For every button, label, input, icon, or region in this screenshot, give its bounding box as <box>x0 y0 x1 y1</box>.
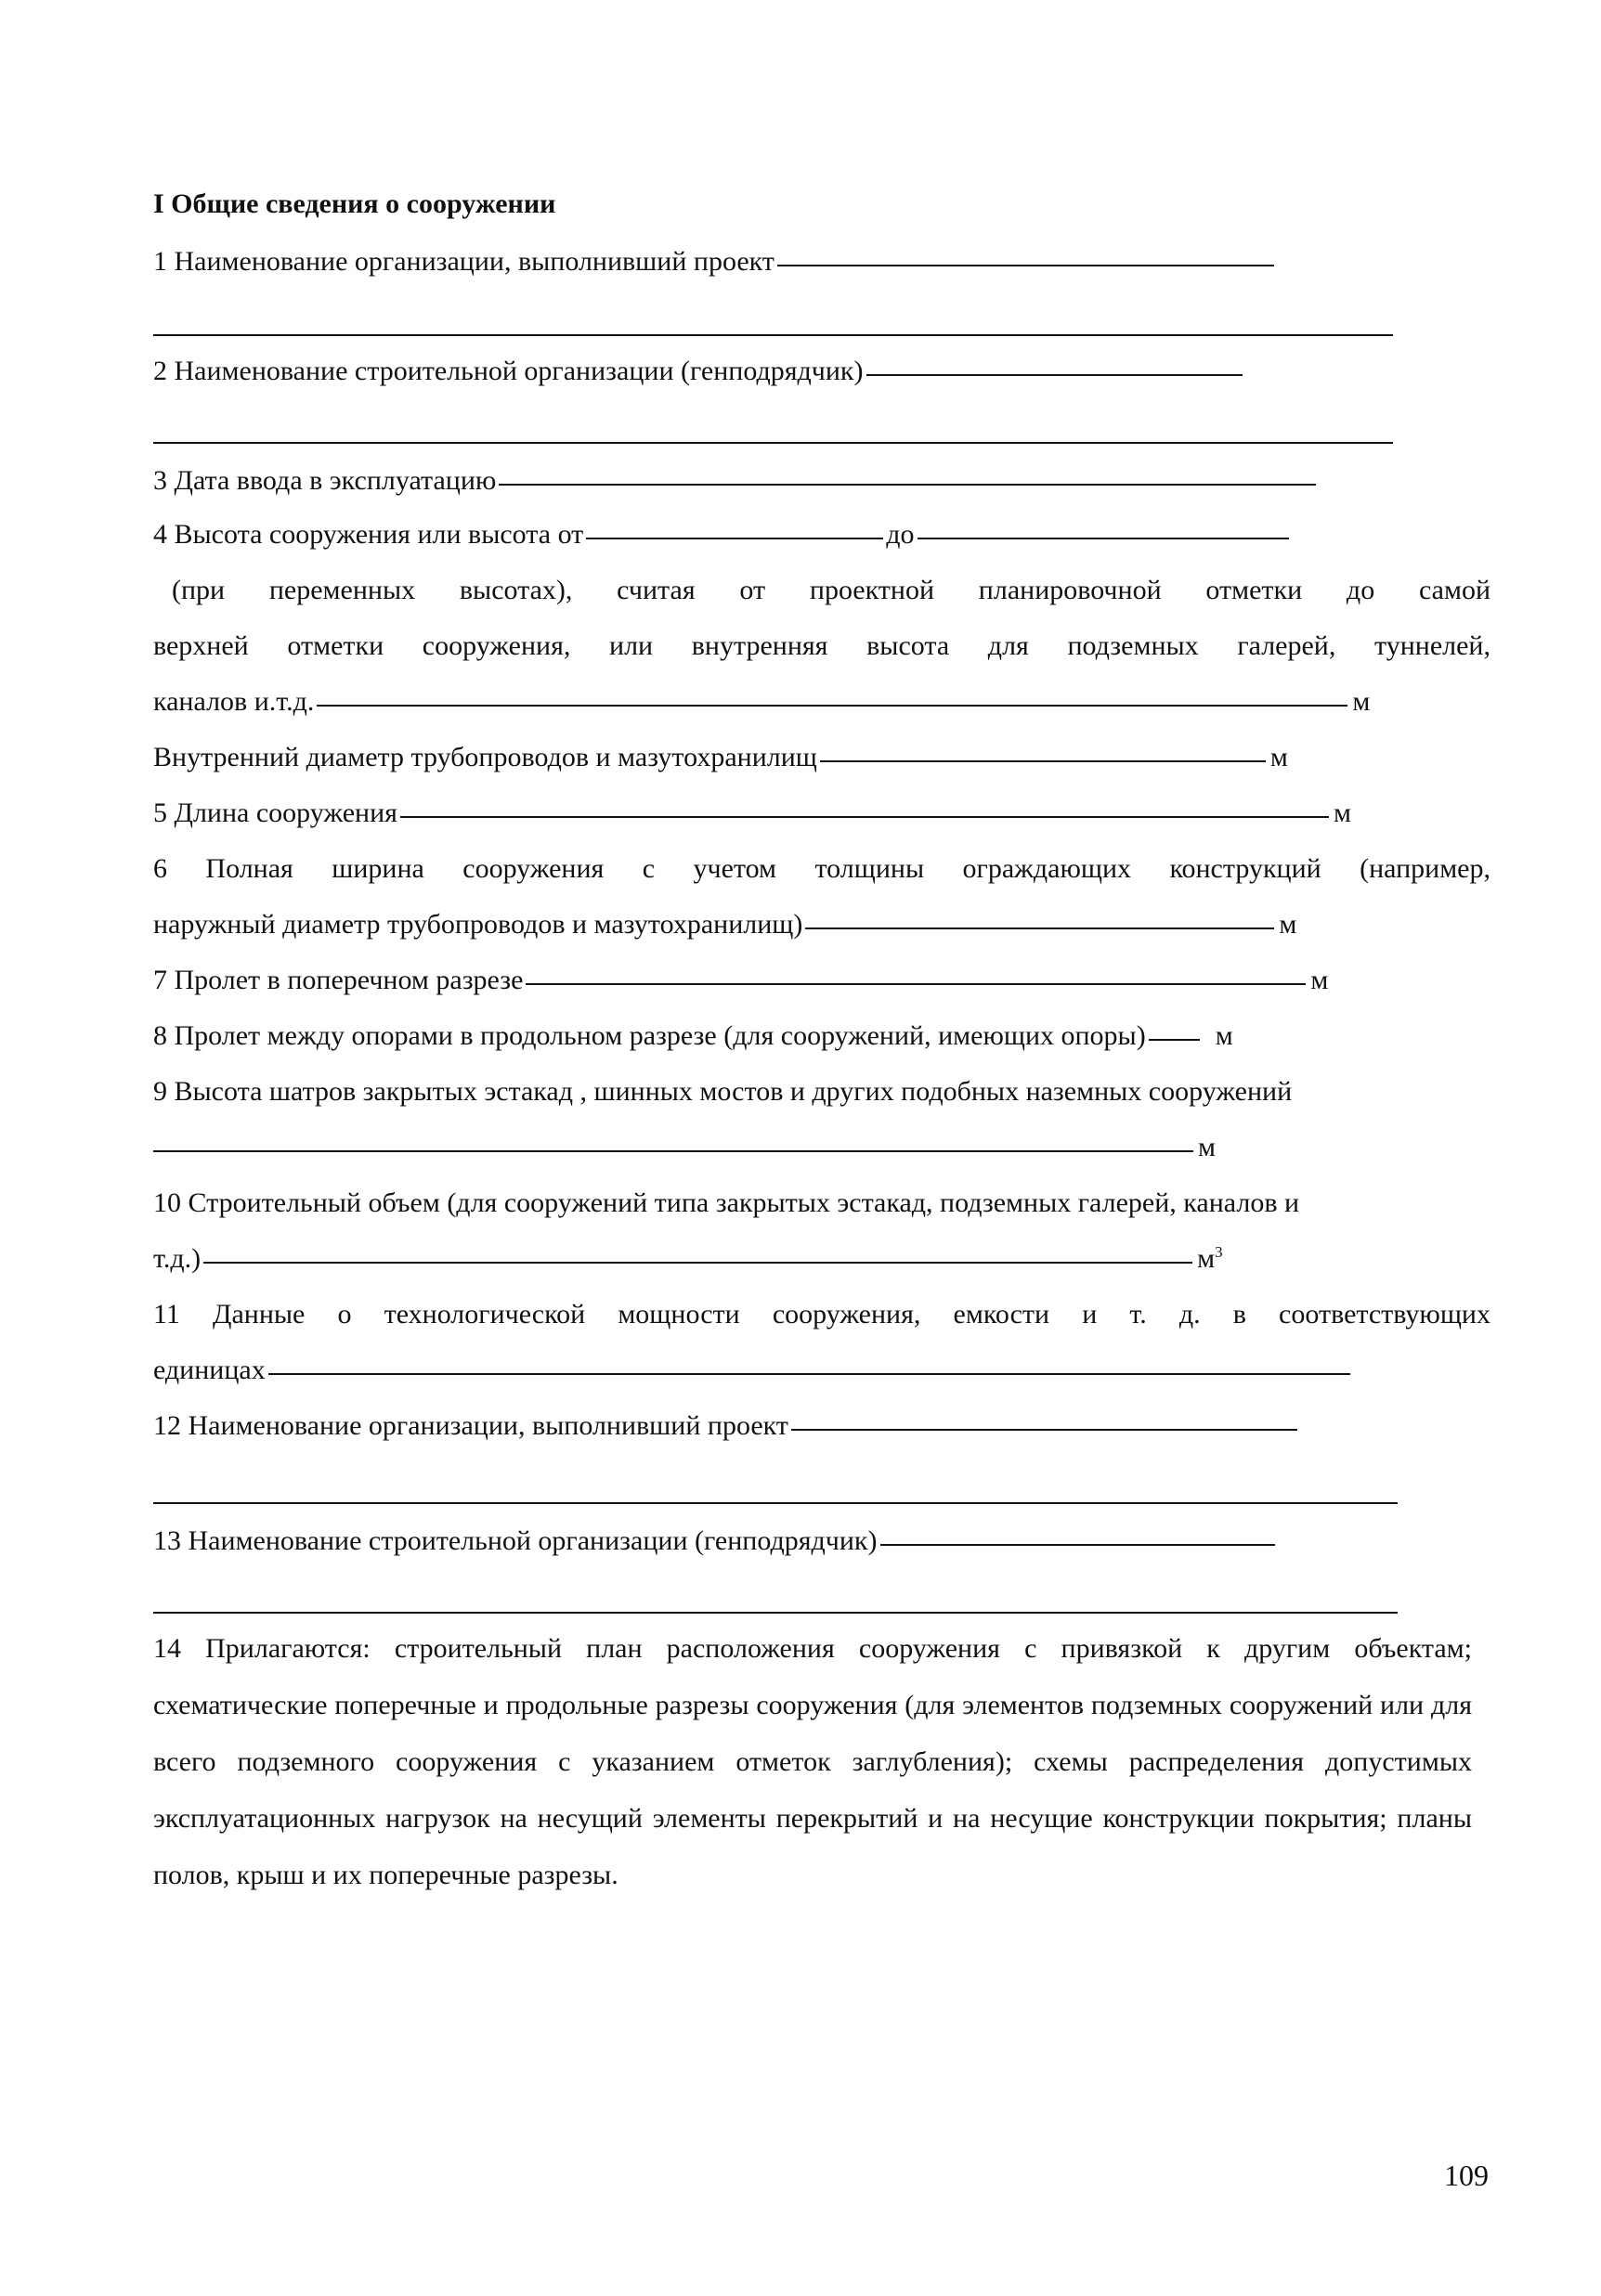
item-11-line1 <box>153 1296 1490 1333</box>
item-6-label: 6 Полная ширина сооружения с учетом толщины ограждающих конструкций (например, <box>153 853 1490 884</box>
item-12-field[interactable] <box>791 1429 1297 1431</box>
item-10-line1 <box>153 1185 1490 1222</box>
unit-m: м <box>1215 1020 1233 1051</box>
item-5-label: 5 Длина сооружения <box>153 798 397 828</box>
item-4-label: 4 Высота сооружения или высота от <box>153 519 584 550</box>
item-4-note-line1: (при переменных высотах), считая от проектной планировочной отметки до самой <box>172 575 1490 605</box>
item-3-field[interactable] <box>499 484 1316 486</box>
unit-m: м <box>1279 909 1297 940</box>
item-6-line1 <box>153 850 1490 888</box>
unit-m: м <box>1269 742 1288 772</box>
item-4-to-label: до <box>886 519 915 550</box>
section-title <box>153 186 1490 223</box>
item-11-field[interactable] <box>268 1373 1350 1375</box>
item-13-field-cont[interactable] <box>153 1612 1398 1614</box>
item-3-label: 3 Дата ввода в эксплуатацию <box>153 465 497 496</box>
item-6-field[interactable] <box>805 927 1274 929</box>
item-4-height-field[interactable] <box>317 705 1347 707</box>
item-4-note-line2: верхней отметки сооружения, или внутренняя высота для подземных галерей, туннелей, <box>153 630 1490 661</box>
item-9 <box>153 1073 1490 1110</box>
item-2-field[interactable] <box>866 374 1243 376</box>
item-4 <box>153 516 1490 553</box>
item-7 <box>153 962 1490 999</box>
item-7-field[interactable] <box>526 983 1306 985</box>
item-3 <box>153 462 1490 499</box>
item-13 <box>153 1523 1490 1560</box>
item-12-label: 12 Наименование организации, выполнивший проект <box>153 1410 788 1441</box>
item-9-field-row <box>153 1129 1490 1166</box>
unit-m: м <box>1352 686 1371 717</box>
item-12 <box>153 1407 1490 1445</box>
item-8-field[interactable] <box>1149 1039 1200 1041</box>
item-2-field-cont[interactable] <box>153 442 1393 444</box>
item-10-field[interactable] <box>203 1262 1192 1264</box>
item-4-from-field[interactable] <box>586 538 883 539</box>
item-1-field[interactable] <box>777 265 1274 266</box>
inner-diameter-label: Внутренний диаметр трубопроводов и мазутохранилищ <box>153 742 817 772</box>
item-4-note-line3: каналов и.т.д. м <box>153 683 1490 720</box>
item-1-field-cont[interactable] <box>153 334 1393 336</box>
item-2-label: 2 Наименование строительной организации (генподрядчик) <box>153 356 864 386</box>
item-11-line2: единицах <box>153 1352 1490 1389</box>
item-13-field[interactable] <box>880 1544 1275 1546</box>
unit-m: м <box>1310 965 1329 995</box>
item-9-field[interactable] <box>153 1150 1193 1152</box>
unit-m: м <box>1198 1132 1216 1162</box>
inner-diameter-field[interactable] <box>820 760 1266 762</box>
unit-m3: $м^3$ <box>1197 1243 1223 1274</box>
inner-diameter <box>153 739 1490 776</box>
item-14: 14 Прилагаются: строительный план расположения сооружения с привязкой к другим объектам; схематические поперечные и продольные разрезы сооружения (для элементов подземных сооружений или для всего подземного сооружения с указанием отметок заглубления); схемы распределения допустимых эксплуатационных нагрузок на несущий элементы перекрытий и на несущие конструкции покрытия; планы полов, крыш и их поперечные разрезы. <box>153 1633 1472 1890</box>
page-number: 109 <box>1444 2159 1489 2192</box>
item-4-to-field[interactable] <box>918 538 1289 539</box>
unit-m: м <box>1333 798 1351 828</box>
section-title-text: I Общие сведения о сооружении <box>153 188 556 219</box>
item-8 <box>153 1018 1490 1055</box>
item-12-field-cont[interactable] <box>153 1502 1398 1504</box>
item-1-label: 1 Наименование организации, выполнивший проект <box>153 246 774 277</box>
item-5-field[interactable] <box>400 816 1329 818</box>
item-1 <box>153 243 1490 280</box>
item-10-line2: т.д.) $м^3$ <box>153 1240 1490 1278</box>
item-13-label: 13 Наименование строительной организации (генподрядчик) <box>153 1525 878 1556</box>
item-9-label: 9 Высота шатров закрытых эстакад , шинных мостов и других подобных наземных сооружений <box>153 1076 1293 1107</box>
item-6-line2: наружный диаметр трубопроводов и мазутохранилищ) м <box>153 906 1490 943</box>
item-5 <box>153 795 1490 832</box>
item-2 <box>153 353 1490 390</box>
item-7-label: 7 Пролет в поперечном разрезе <box>153 965 524 995</box>
item-11-label: 11 Данные о технологической мощности сооружения, емкости и т. д. в соответствующих <box>153 1299 1490 1330</box>
item-8-label: 8 Пролет между опорами в продольном разрезе (для сооружений, имеющих опоры) <box>153 1020 1146 1051</box>
item-10-label: 10 Строительный объем (для сооружений типа закрытых эстакад, подземных галерей, каналов и <box>153 1187 1300 1218</box>
